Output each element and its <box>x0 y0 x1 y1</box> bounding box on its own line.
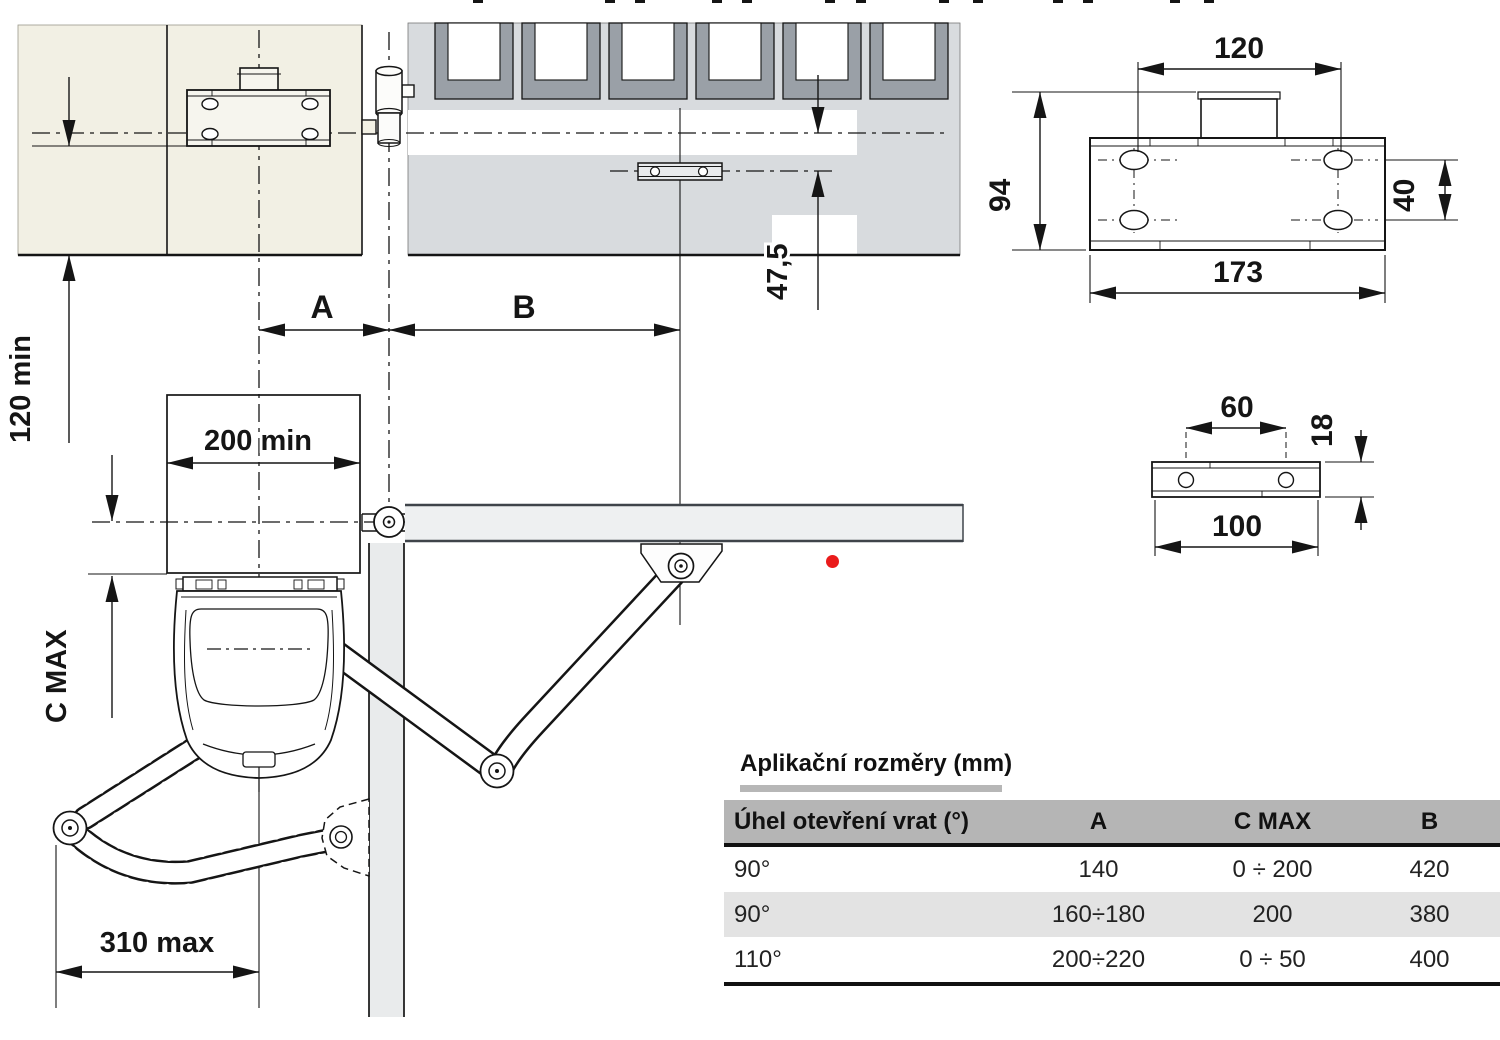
cell-angle: 90° <box>734 900 771 928</box>
dim-47-5-label: 47,5 <box>762 243 794 300</box>
application-dimensions-section <box>724 750 1489 986</box>
cell-a: 160÷180 <box>1051 900 1146 928</box>
dim-b-label: B <box>512 289 536 325</box>
col-header-a: A <box>1005 800 1192 845</box>
front-bracket-elevation <box>638 163 722 180</box>
front-bracket-detail <box>1152 391 1374 556</box>
dim-310max-label: 310 max <box>99 927 215 959</box>
front-bracket-closed-plan <box>641 544 722 582</box>
cell-b: 400 <box>1409 945 1450 973</box>
dim-120min-label: 120 min <box>5 335 37 443</box>
gate-panel <box>408 23 960 255</box>
table-title: Aplikační rozměry (mm) <box>740 750 1013 777</box>
gate-leaf-open-plan <box>369 543 404 1017</box>
cell-angle: 110° <box>734 945 782 973</box>
col-header-cmax: C MAX <box>1192 800 1353 845</box>
table-row <box>724 892 1500 937</box>
col-header-b: B <box>1353 800 1500 845</box>
cell-cmax: 0 ÷ 200 <box>1232 855 1313 883</box>
cell-cmax: 200 <box>1252 900 1293 928</box>
cell-a: 200÷220 <box>1051 945 1146 973</box>
dim-310max <box>56 927 259 972</box>
col-header-angle: Úhel otevření vrat (°) <box>724 800 1005 845</box>
spec-table <box>724 800 1500 986</box>
detail-dim-173-label: 173 <box>1212 256 1264 289</box>
front-bracket-open-dashed <box>322 799 369 876</box>
detail-dim-18-label: 18 <box>1306 413 1339 447</box>
dim-200min-label: 200 min <box>204 425 312 457</box>
detail-dim-94-label: 94 <box>984 178 1017 212</box>
dim-cmax-label: C MAX <box>41 629 73 723</box>
cell-b: 380 <box>1409 900 1450 928</box>
detail-dim-40-label: 40 <box>1388 178 1421 212</box>
dim-a-b <box>259 289 680 330</box>
table-row <box>724 937 1500 984</box>
cell-angle: 90° <box>734 855 771 883</box>
dim-cmax <box>41 455 112 723</box>
cell-cmax: 0 ÷ 50 <box>1239 945 1306 973</box>
operator-body <box>174 577 344 792</box>
rear-bracket-detail <box>984 32 1458 303</box>
niche-box <box>167 395 360 573</box>
cell-b: 420 <box>1409 855 1450 883</box>
table-row <box>724 845 1500 892</box>
detail-dim-100-label: 100 <box>1211 510 1263 543</box>
table-header-row <box>724 800 1500 845</box>
detail-dim-120-label: 120 <box>1213 32 1265 65</box>
title-underline <box>740 785 1002 792</box>
red-marker-dot <box>826 555 839 568</box>
detail-dim-60-label: 60 <box>1220 391 1254 424</box>
cell-a: 140 <box>1078 855 1119 883</box>
gate-leaf-closed-plan <box>405 504 963 542</box>
gate-hinge <box>362 67 414 147</box>
cut-marks <box>473 0 1214 3</box>
dim-a-label: A <box>310 289 334 325</box>
